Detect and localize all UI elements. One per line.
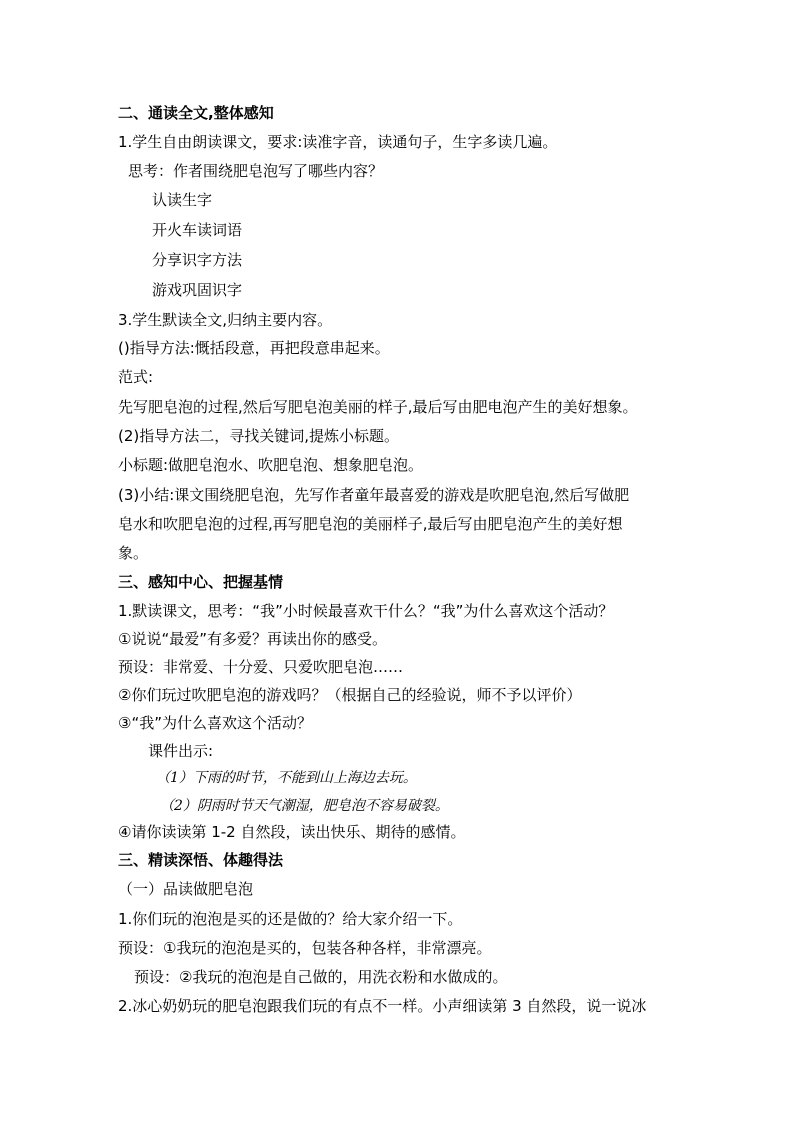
list-item: 游戏巩固识字 <box>152 281 243 299</box>
paragraph-line: 思考：作者围绕肥皂泡写了哪些内容？ <box>128 162 384 180</box>
paragraph-line: 3.学生默读全文,归纳主要内容。 <box>118 311 333 329</box>
list-item: 分享识字方法 <box>152 251 243 269</box>
paragraph-line: ④请你读读第 1-2 自然段，读出快乐、期待的感情。 <box>118 823 466 841</box>
paragraph-line: 象。 <box>118 544 149 562</box>
section-heading: 二、通读全文,整体感知 <box>118 104 274 122</box>
section-heading: 三、精读深悟、体趣得法 <box>118 851 284 869</box>
paragraph-line: 预设：非常爱、十分爱、只爱吹肥皂泡…… <box>118 658 404 676</box>
paragraph-line: 预设：①我玩的泡泡是买的，包装各种各样，非常漂亮。 <box>118 939 492 957</box>
paragraph-line: (2)指导方法二，寻找关键词,提炼小标题。 <box>118 427 400 445</box>
paragraph-line: 小标题:做肥皂泡水、吹肥皂泡、想象肥皂泡。 <box>118 456 424 474</box>
paragraph-line: 先写肥皂泡的过程,然后写肥皂泡美丽的样子,最后写由肥电泡产生的美好想象。 <box>118 398 638 416</box>
paragraph-line: 1.学生自由朗读课文，要求:读准字音，读通句子，生字多读几遍。 <box>118 133 558 151</box>
paragraph-line: 课件出示: <box>148 742 214 760</box>
paragraph-line: 2.冰心奶奶玩的肥皂泡跟我们玩的有点不一样。小声细读第 3 自然段，说一说冰 <box>118 997 647 1015</box>
paragraph-line: ②你们玩过吹肥皂泡的游戏吗？（根据自己的经验说，师不予以评价） <box>118 686 582 704</box>
courseware-quote: （2）阴雨时节天气潮湿，肥皂泡不容易破裂。 <box>160 798 449 814</box>
paragraph-line: 皂水和吹肥皂泡的过程,再写肥皂泡的美丽样子,最后写由肥皂泡产生的美好想 <box>118 515 623 533</box>
paragraph-line: 范式: <box>118 368 154 386</box>
paragraph-line: 1.默读课文，思考：“我”小时候最喜欢干什么？“我”为什么喜欢这个活动？ <box>118 602 614 620</box>
paragraph-line: ③“我”为什么喜欢这个活动？ <box>118 714 312 732</box>
courseware-quote: （1）下雨的时节，不能到山上海边去玩。 <box>156 770 417 786</box>
section-heading: 三、感知中心、把握基情 <box>118 573 284 591</box>
paragraph-line: (3)小结:课文围绕肥皂泡，先写作者童年最喜爱的游戏是吹肥皂泡,然后写做肥 <box>118 486 630 504</box>
paragraph-line: ()指导方法:慨括段意，再把段意串起来。 <box>118 339 390 357</box>
subsection-heading: （一）品读做肥皂泡 <box>118 880 254 898</box>
paragraph-line: 预设：②我玩的泡泡是自己做的，用洗衣粉和水做成的。 <box>134 968 508 986</box>
list-item: 认读生字 <box>152 191 213 209</box>
list-item: 开火车读词语 <box>152 221 243 239</box>
paragraph-line: 1.你们玩的泡泡是买的还是做的？给大家介绍一下。 <box>118 910 463 928</box>
paragraph-line: ①说说“最爱”有多爱？再读出你的感受。 <box>118 630 387 648</box>
